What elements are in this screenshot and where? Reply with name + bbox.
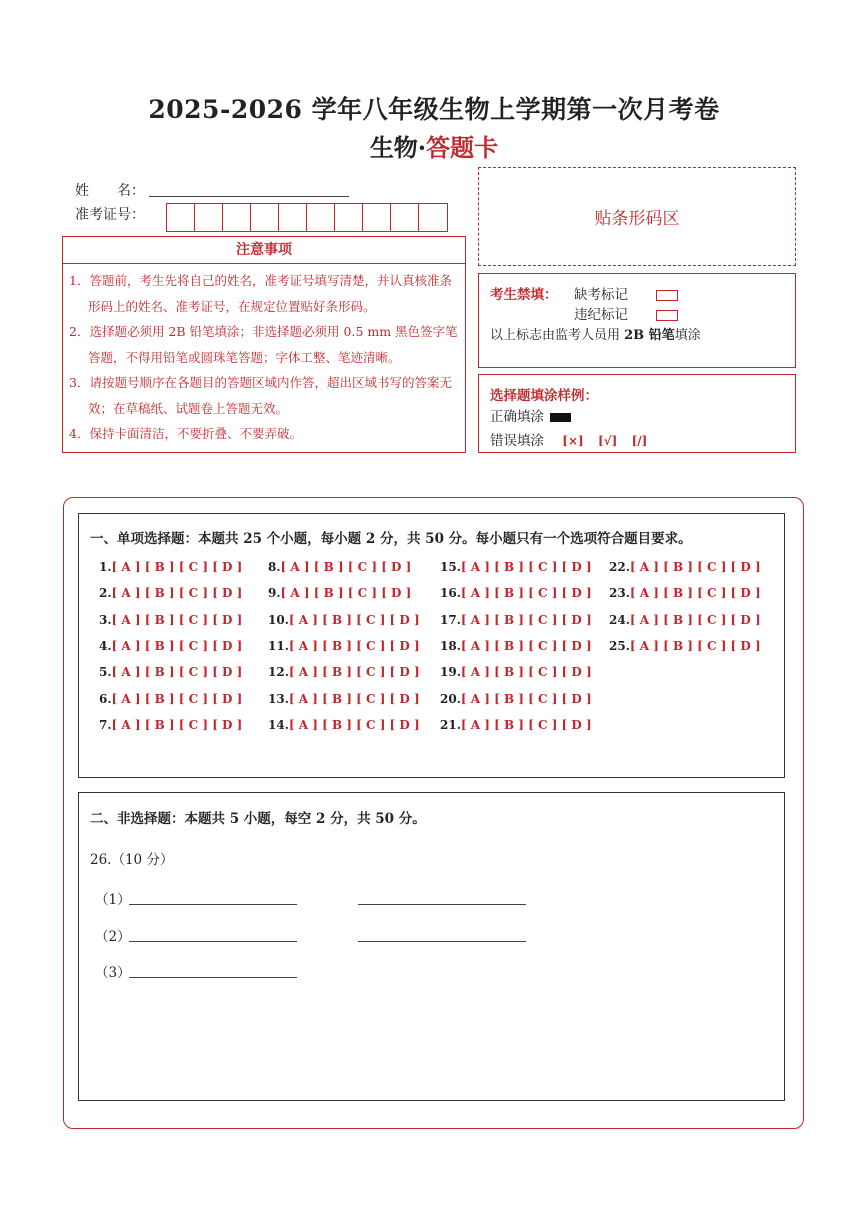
forbid-box [478,273,796,368]
question-number: 5. [99,665,112,680]
mc-question[interactable] [268,665,420,679]
question-number: 19. [440,665,461,680]
question-number: 22. [609,560,630,574]
answer-options[interactable]: [ A ] [ B ] [ C ] [ D ] [111,586,243,601]
answer-options[interactable]: [ A ] [ B ] [ C ] [ D ] [280,560,412,574]
answer-options[interactable]: [ A ] [ B ] [ C ] [ D ] [288,665,420,680]
answer-options[interactable]: [ A ] [ B ] [ C ] [ D ] [460,560,592,574]
answer-options[interactable]: [ A ] [ B ] [ C ] [ D ] [460,638,592,653]
question-number: 23. [609,586,630,601]
question-number: 13. [268,691,289,706]
name-field[interactable] [149,195,349,197]
answer-blank[interactable] [129,903,297,905]
question-number: 12. [268,665,289,680]
question-number: 7. [99,717,112,732]
answer-options[interactable]: [ A ] [ B ] [ C ] [ D ] [288,691,420,706]
id-digit-box[interactable] [279,204,307,231]
question-number: 25. [609,638,630,653]
page-subtitle [0,128,868,163]
answer-options[interactable]: [ A ] [ B ] [ C ] [ D ] [460,586,592,601]
question-number: 21. [440,717,461,732]
section1-title: 一、单项选择题：本题共 25 个小题，每小题 2 分，共 50 分。每小题只有一个选项符合题目要求。 [90,531,692,547]
sub-question-label: （1） [95,892,131,908]
notice-item: 4．保持卡面清洁，不要折叠、不要弄破。 [69,426,302,441]
question-number: 4. [99,638,112,653]
mc-question[interactable] [440,560,592,574]
notice-item: 1．答题前，考生先将自己的姓名，准考证号填写清楚，并认真核准条形码上的姓名、准考证号，在规定位置贴好条形码。 [69,273,452,314]
wrong-mark: [×] [562,434,584,448]
correct-label: 正确填涂 [490,409,544,425]
wrong-mark: [/] [631,434,648,448]
question-number: 3. [99,612,112,627]
answer-blank[interactable] [358,940,526,942]
notice-heading: 注意事项 [63,237,465,264]
mc-question[interactable] [99,665,242,679]
answer-blank[interactable] [129,976,297,978]
mc-question[interactable] [440,692,592,706]
name-label: 姓 名： [75,183,145,199]
notice-item: 2．选择题必须用 2B 铅笔填涂；非选择题必须用 0.5 mm 黑色签字笔答题，不得用铅笔或圆珠笔答题；字体工整、笔迹清晰。 [69,324,458,365]
notice-item: 3．请按题号顺序在各题目的答题区域内作答，超出区域书写的答案无效；在草稿纸、试题卷上答题无效。 [69,375,452,416]
answer-options[interactable]: [ A ] [ B ] [ C ] [ D ] [288,638,420,653]
absent-mark-box[interactable] [656,290,678,301]
mc-question[interactable] [99,586,242,600]
sub-question-label: （2） [95,929,131,945]
q26-label: 26.（10 分） [90,852,174,868]
answer-options[interactable]: [ A ] [ B ] [ C ] [ D ] [288,612,420,627]
mc-question[interactable] [99,692,242,706]
question-number: 2. [99,586,112,601]
answer-options[interactable]: [ A ] [ B ] [ C ] [ D ] [280,586,412,601]
answer-options[interactable]: [ A ] [ B ] [ C ] [ D ] [111,665,243,680]
question-number: 14. [268,717,289,732]
mc-question[interactable] [99,718,242,732]
id-digit-box[interactable] [419,204,447,231]
mc-question[interactable] [609,613,761,627]
subtitle-subject: 生物· [369,133,427,162]
answer-options[interactable]: [ A ] [ B ] [ C ] [ D ] [111,717,243,732]
question-number: 8. [268,560,281,574]
answer-options[interactable]: [ A ] [ B ] [ C ] [ D ] [111,612,243,627]
mc-question[interactable] [268,613,420,627]
mc-question[interactable] [268,560,411,574]
sample-box [478,374,796,453]
id-digit-box[interactable] [167,204,195,231]
violation-mark-box[interactable] [656,310,678,321]
mc-question[interactable] [440,718,592,732]
question-number: 24. [609,612,630,627]
answer-options[interactable]: [ A ] [ B ] [ C ] [ D ] [288,717,420,732]
mc-question[interactable] [99,560,242,574]
id-digit-box[interactable] [307,204,335,231]
page-title: 2025-2026 学年八年级生物上学期第一次月考卷 [148,95,720,124]
question-number: 6. [99,691,112,706]
subtitle-card: 答题卡 [426,133,499,162]
answer-options[interactable]: [ A ] [ B ] [ C ] [ D ] [111,691,243,706]
absent-label: 缺考标记 [574,287,628,303]
answer-options[interactable]: [ A ] [ B ] [ C ] [ D ] [460,665,592,680]
question-number: 17. [440,612,461,627]
answer-options[interactable]: [ A ] [ B ] [ C ] [ D ] [629,612,761,627]
id-label: 准考证号： [75,207,145,223]
forbid-note-prefix: 以上标志由监考人员用 [490,328,625,343]
forbid-heading: 考生禁填： [490,287,558,303]
id-digit-box[interactable] [223,204,251,231]
filled-sample [550,413,571,422]
wrong-mark: [√] [598,434,618,448]
answer-blank[interactable] [129,940,297,942]
question-number: 20. [440,691,461,706]
answer-options[interactable]: [ A ] [ B ] [ C ] [ D ] [111,560,243,574]
exam-id-boxes[interactable] [166,203,448,232]
mc-question[interactable] [268,692,420,706]
mc-question[interactable] [99,613,242,627]
question-number: 10. [268,612,289,627]
mc-question[interactable] [440,613,592,627]
id-digit-box[interactable] [251,204,279,231]
violation-label: 违纪标记 [574,307,628,323]
mc-question[interactable] [268,718,420,732]
barcode-label: 贴条形码区 [594,209,680,229]
answer-options[interactable]: [ A ] [ B ] [ C ] [ D ] [629,586,761,601]
mc-question[interactable] [440,639,592,653]
forbid-note [490,324,701,343]
section2-title: 二、非选择题：本题共 5 小题，每空 2 分，共 50 分。 [90,811,426,827]
answer-options[interactable]: [ A ] [ B ] [ C ] [ D ] [460,612,592,627]
answer-options[interactable]: [ A ] [ B ] [ C ] [ D ] [460,691,592,706]
question-number: 18. [440,638,461,653]
sample-heading: 选择题填涂样例： [490,388,598,404]
question-number: 9. [268,586,281,601]
answer-options[interactable]: [ A ] [ B ] [ C ] [ D ] [629,638,761,653]
mc-question[interactable] [609,560,761,574]
id-digit-box[interactable] [195,204,223,231]
id-digit-box[interactable] [363,204,391,231]
sub-question-label: （3） [95,965,131,981]
wrong-label: 错误填涂 [490,433,544,449]
id-digit-box[interactable] [391,204,419,231]
question-number: 16. [440,586,461,601]
mc-question[interactable] [609,639,761,653]
answer-blank[interactable] [358,903,526,905]
mc-question[interactable] [440,586,592,600]
question-number: 1. [99,560,112,574]
mc-question[interactable] [440,665,592,679]
multiple-choice-section [78,513,785,778]
mc-question[interactable] [268,586,411,600]
id-digit-box[interactable] [335,204,363,231]
answer-options[interactable]: [ A ] [ B ] [ C ] [ D ] [460,717,592,732]
question-number: 11. [268,638,289,653]
barcode-area [478,167,796,266]
mc-question[interactable] [609,586,761,600]
mc-question[interactable] [99,639,242,653]
answer-options[interactable]: [ A ] [ B ] [ C ] [ D ] [111,638,243,653]
forbid-note-suffix: 填涂 [674,328,701,343]
non-choice-section [78,792,785,1101]
forbid-note-bold: 2B 铅笔 [624,328,675,343]
mc-question[interactable] [268,639,420,653]
notice-box [62,236,466,453]
answer-options[interactable]: [ A ] [ B ] [ C ] [ D ] [629,560,761,574]
question-number: 15. [440,560,461,574]
